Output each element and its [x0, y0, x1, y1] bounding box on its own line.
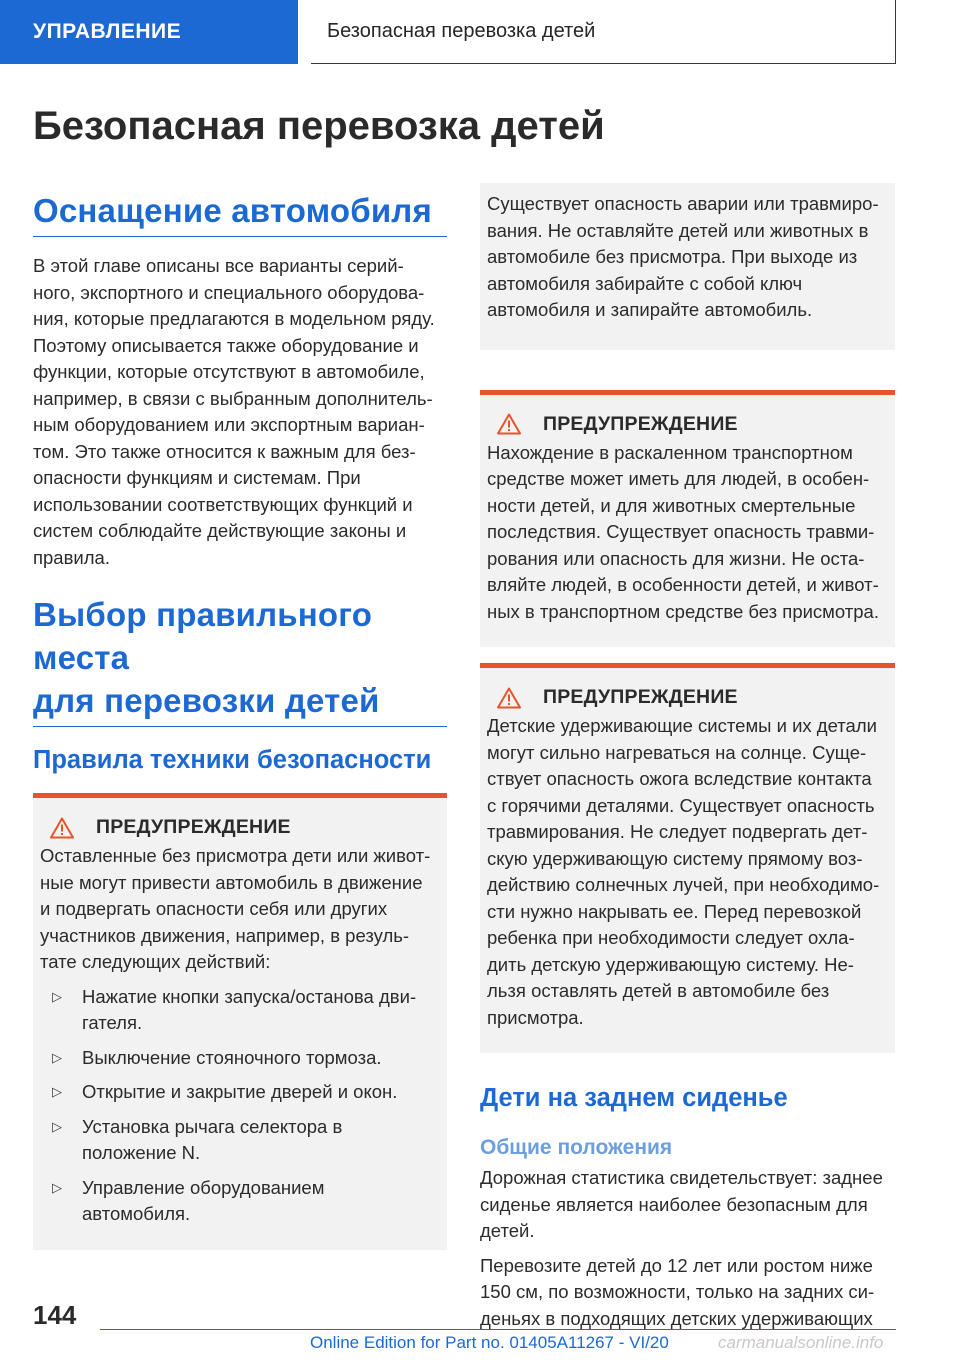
text-line: автомобиля.	[82, 1203, 191, 1224]
warning-box	[33, 793, 447, 1250]
list-item	[40, 984, 439, 1037]
triangle-bullet-icon: ▷	[52, 1084, 62, 1099]
watermark: carmanualsonline.info	[718, 1333, 884, 1352]
text-line: ребенка при необходимости следует охла-	[487, 927, 855, 948]
text-line: Перевозите детей до 12 лет или ростом ниже	[480, 1254, 873, 1276]
list-item-text	[82, 1114, 342, 1167]
warning-text	[487, 440, 887, 626]
list-item	[40, 1079, 439, 1106]
text-line: действию солнечных лучей, при необходимо-	[487, 874, 880, 895]
place-heading	[33, 593, 447, 727]
text-line: ные могут привести автомобиль в движение	[40, 871, 423, 893]
text-line: гателя.	[82, 1012, 143, 1033]
warning-header	[487, 413, 887, 436]
text-line: деньях в подходящих детских удерживающих	[480, 1307, 873, 1329]
text-line: опасности функциям и системам. При	[33, 467, 361, 488]
warning-triangle-icon	[497, 413, 521, 435]
text-line: Установка рычага селектора в	[82, 1115, 343, 1137]
text-line: дить детскую удерживающую систему. Не-	[487, 953, 854, 975]
section-tab: УПРАВЛЕНИЕ	[0, 0, 298, 64]
text-line: автомобиля и запирайте автомобиль.	[487, 299, 813, 320]
text-line: функции, которые отсутствуют в автомобиле,	[33, 361, 425, 382]
text-line: правила.	[33, 546, 110, 568]
warning-header	[40, 816, 439, 839]
page-number: 144	[33, 1300, 77, 1330]
triangle-bullet-icon: ▷	[52, 1179, 62, 1195]
text-line: участников движения, например, в резуль-	[40, 924, 410, 946]
triangle-bullet-icon: ▷	[52, 1049, 62, 1065]
text-line: с горячими деталями. Существует опасность	[487, 794, 875, 816]
text-line: вания. Не оставляйте детей или животных в	[487, 219, 869, 241]
list-item-text	[82, 1079, 397, 1106]
text-line: травмирования. Не следует подвергать дет-	[487, 821, 868, 842]
text-line: положение N.	[82, 1142, 201, 1163]
text-line: Открытие и закрытие дверей и окон.	[82, 1081, 398, 1102]
text-line: ния, которые предлагаются в модельном ряду.	[33, 308, 435, 329]
warning-header	[487, 686, 887, 709]
text-line: могут сильно нагреваться на солнце. Суще-	[487, 741, 867, 763]
text-line: сиденье является наиболее безопасным для	[480, 1193, 868, 1215]
text-line: и подвергать опасности себя или других	[40, 898, 388, 919]
text-line: Дорожная статистика свидетельствует: заднее	[480, 1167, 883, 1188]
equipment-paragraph	[33, 253, 447, 571]
text-line: ствует опасность ожога вследствие контакта	[487, 768, 872, 789]
triangle-bullet-icon: ▷	[52, 988, 62, 1004]
text-line: Нахождение в раскаленном транспортном	[487, 441, 853, 463]
text-line: автомобиле без присмотра. При выходе из	[487, 246, 858, 267]
warning-title: ПРЕДУПРЕЖДЕНИЕ	[543, 686, 738, 708]
triangle-bullet-icon: ▷	[52, 1118, 62, 1134]
warning-title: ПРЕДУПРЕЖДЕНИЕ	[543, 412, 738, 435]
general-paragraph	[480, 1165, 895, 1245]
heading-line: Выбор правильного места	[33, 596, 373, 676]
chapter-title: Безопасная перевозка детей	[311, 0, 896, 64]
list-item	[40, 1114, 439, 1167]
text-line: ности детей, и для животных смертельные	[487, 494, 856, 516]
text-line: ным оборудованием или экспортным вариан-	[33, 414, 425, 435]
text-line: тате следующих действий:	[40, 951, 271, 972]
general-heading: Общие положения	[480, 1136, 673, 1159]
heading-line: для перевозки детей	[33, 682, 380, 719]
list-item	[40, 1175, 439, 1228]
text-line: Нажатие кнопки запуска/останова дви-	[82, 985, 417, 1007]
text-line: например, в связи с выбранным дополнитель-	[33, 387, 433, 409]
equipment-heading: Оснащение автомобиля	[33, 190, 447, 237]
warning-text	[487, 713, 887, 1031]
list-item-text	[82, 984, 416, 1037]
warning-box	[480, 390, 895, 648]
text-line: рования или опасность для жизни. Не оста-	[487, 547, 865, 569]
text-line: средстве может иметь для людей, в особен-	[487, 468, 870, 489]
text-line: присмотра.	[487, 1006, 584, 1028]
page-title: Безопасная перевозка детей	[33, 104, 605, 148]
list-item-text	[82, 1045, 382, 1072]
text-line: Выключение стояночного тормоза.	[82, 1046, 382, 1068]
right-column	[480, 183, 895, 1332]
text-line: автомобиля забирайте с собой ключ	[487, 272, 803, 294]
text-line: сти нужно накрывать ее. Перед перевозкой	[487, 900, 862, 922]
text-line: вляйте людей, в особенности детей, и живот-	[487, 574, 879, 595]
list-item	[40, 1045, 439, 1072]
text-line: использовании соответствующих функций и	[33, 493, 413, 515]
transport-paragraph	[480, 1253, 895, 1333]
warning-text	[40, 843, 439, 976]
footer-divider	[100, 1329, 896, 1330]
warning-triangle-icon	[50, 817, 74, 839]
text-line: скую удерживающую систему прямому воз-	[487, 847, 863, 869]
text-line: 150 см, по возможности, только на задних си-	[480, 1281, 875, 1302]
warning-box	[480, 663, 895, 1053]
warning-title: ПРЕДУПРЕЖДЕНИЕ	[96, 816, 291, 838]
text-line: льзя оставлять детей в автомобиле без	[487, 980, 830, 1001]
text-line: последствия. Существует опасность травми-	[487, 521, 875, 542]
text-line: систем соблюдайте действующие законы и	[33, 520, 407, 541]
note-box	[480, 183, 895, 350]
text-line: Существует опасность аварии или травмиро-	[487, 193, 879, 214]
text-line: Управление оборудованием	[82, 1176, 325, 1198]
warning-steps-list	[40, 984, 439, 1228]
text-line: ных в транспортном средстве без присмотра.	[487, 600, 879, 622]
safety-rules-heading: Правила техники безопасности	[33, 746, 432, 774]
text-line: том. Это также относится к важным для без-	[33, 440, 416, 462]
text-line: В этой главе описаны все варианты серий-	[33, 255, 404, 276]
warning-triangle-icon	[497, 687, 521, 709]
rear-seat-heading: Дети на заднем сиденье	[480, 1084, 788, 1112]
text-line: Оставленные без присмотра дети или живот-	[40, 845, 431, 866]
text-line: Детские удерживающие системы и их детали	[487, 715, 877, 736]
list-item-text	[82, 1175, 324, 1228]
edition-text: Online Edition for Part no. 01405A11267 - VI/20	[310, 1333, 669, 1352]
left-column	[33, 190, 447, 1250]
text-line: Поэтому описывается также оборудование и	[33, 334, 419, 356]
text-line: детей.	[480, 1220, 535, 1241]
text-line: ного, экспортного и специального оборудова-	[33, 281, 425, 303]
